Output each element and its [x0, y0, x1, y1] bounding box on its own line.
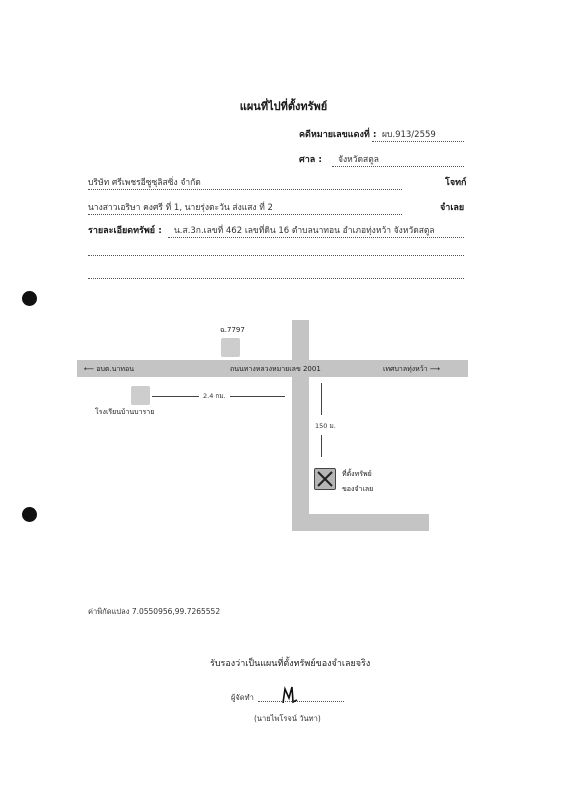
- case-number-text: ผบ.913/2559: [382, 130, 436, 140]
- maker-label: ผู้จัดทำ: [231, 693, 254, 702]
- case-number: [372, 127, 464, 142]
- defendant-label: จำเลย: [440, 203, 465, 213]
- plaintiff-value: บริษัท ศรีเพชรอีซูซุลิสซิ่ง จำกัด: [88, 178, 201, 188]
- school-lot: [131, 386, 150, 405]
- punch-hole-bottom: [22, 507, 37, 522]
- property-field: [168, 223, 464, 238]
- certify-text: รับรองว่าเป็นแผนที่ตั้งทรัพย์ของจำเลยจริง: [210, 659, 371, 669]
- parcel-lot: [221, 338, 240, 357]
- plaintiff-field: [88, 175, 402, 190]
- blank-line-1: [88, 255, 464, 256]
- distance-line-horizontal-right: [230, 396, 285, 397]
- defendant-field: [88, 200, 402, 215]
- distance-line-vertical-top: [321, 383, 322, 415]
- right-destination-text: เทศบาลทุ่งหว้า: [383, 365, 428, 373]
- left-arrow-icon: ⟵: [84, 365, 97, 373]
- signature-mark: [280, 684, 300, 710]
- road-name: ถนนทางหลวงหมายเลข 2001: [230, 365, 321, 373]
- blank-line-2: [88, 278, 464, 279]
- court-label: ศาล :: [299, 155, 323, 165]
- left-destination-text: อบต.นาทอน: [96, 365, 135, 373]
- defendant-value: นางสาวเอริษา คงศรี ที่ 1, นายรุ่งตะวัน ส่งแสง ที่ 2: [88, 203, 273, 213]
- parcel-label: ฉ.7797: [220, 326, 245, 334]
- side-road-vertical: [292, 320, 309, 531]
- distance-line-vertical-bottom: [321, 435, 322, 457]
- vertical-distance: 150 ม.: [315, 422, 336, 430]
- property-label-line1: ที่ตั้งทรัพย์: [342, 470, 372, 478]
- left-destination: [84, 364, 134, 375]
- court-field: [332, 152, 464, 167]
- right-destination: [383, 364, 440, 375]
- punch-hole-top: [22, 291, 37, 306]
- property-label: รายละเอียดทรัพย์ :: [88, 226, 162, 236]
- plaintiff-label: โจทก์: [445, 178, 467, 188]
- court-value: จังหวัดสตูล: [338, 155, 379, 165]
- horizontal-distance: 2.4 กม.: [203, 392, 226, 400]
- property-value: น.ส.3ก.เลขที่ 462 เลขที่ดิน 16 ตำบลนาทอน อำเภอทุ่งหว้า จังหวัดสตูล: [174, 226, 435, 236]
- maker-name: (นายไพโรจน์ วันทา): [254, 714, 321, 723]
- right-arrow-icon: ⟶: [427, 365, 440, 373]
- property-label-line2: ของจำเลย: [342, 485, 374, 493]
- school-label: โรงเรียนบ้านบาราย: [95, 408, 155, 416]
- distance-line-horizontal-left: [152, 396, 199, 397]
- property-marker-icon: [314, 468, 336, 490]
- document-title: แผนที่ไปที่ตั้งทรัพย์: [239, 100, 328, 113]
- coordinates: ค่าพิกัดแปลง 7.0550956,99.7265552: [88, 607, 221, 616]
- side-road-bottom: [292, 514, 429, 531]
- signature-line: [258, 701, 344, 702]
- case-label: คดีหมายเลขแดงที่ :: [299, 130, 377, 140]
